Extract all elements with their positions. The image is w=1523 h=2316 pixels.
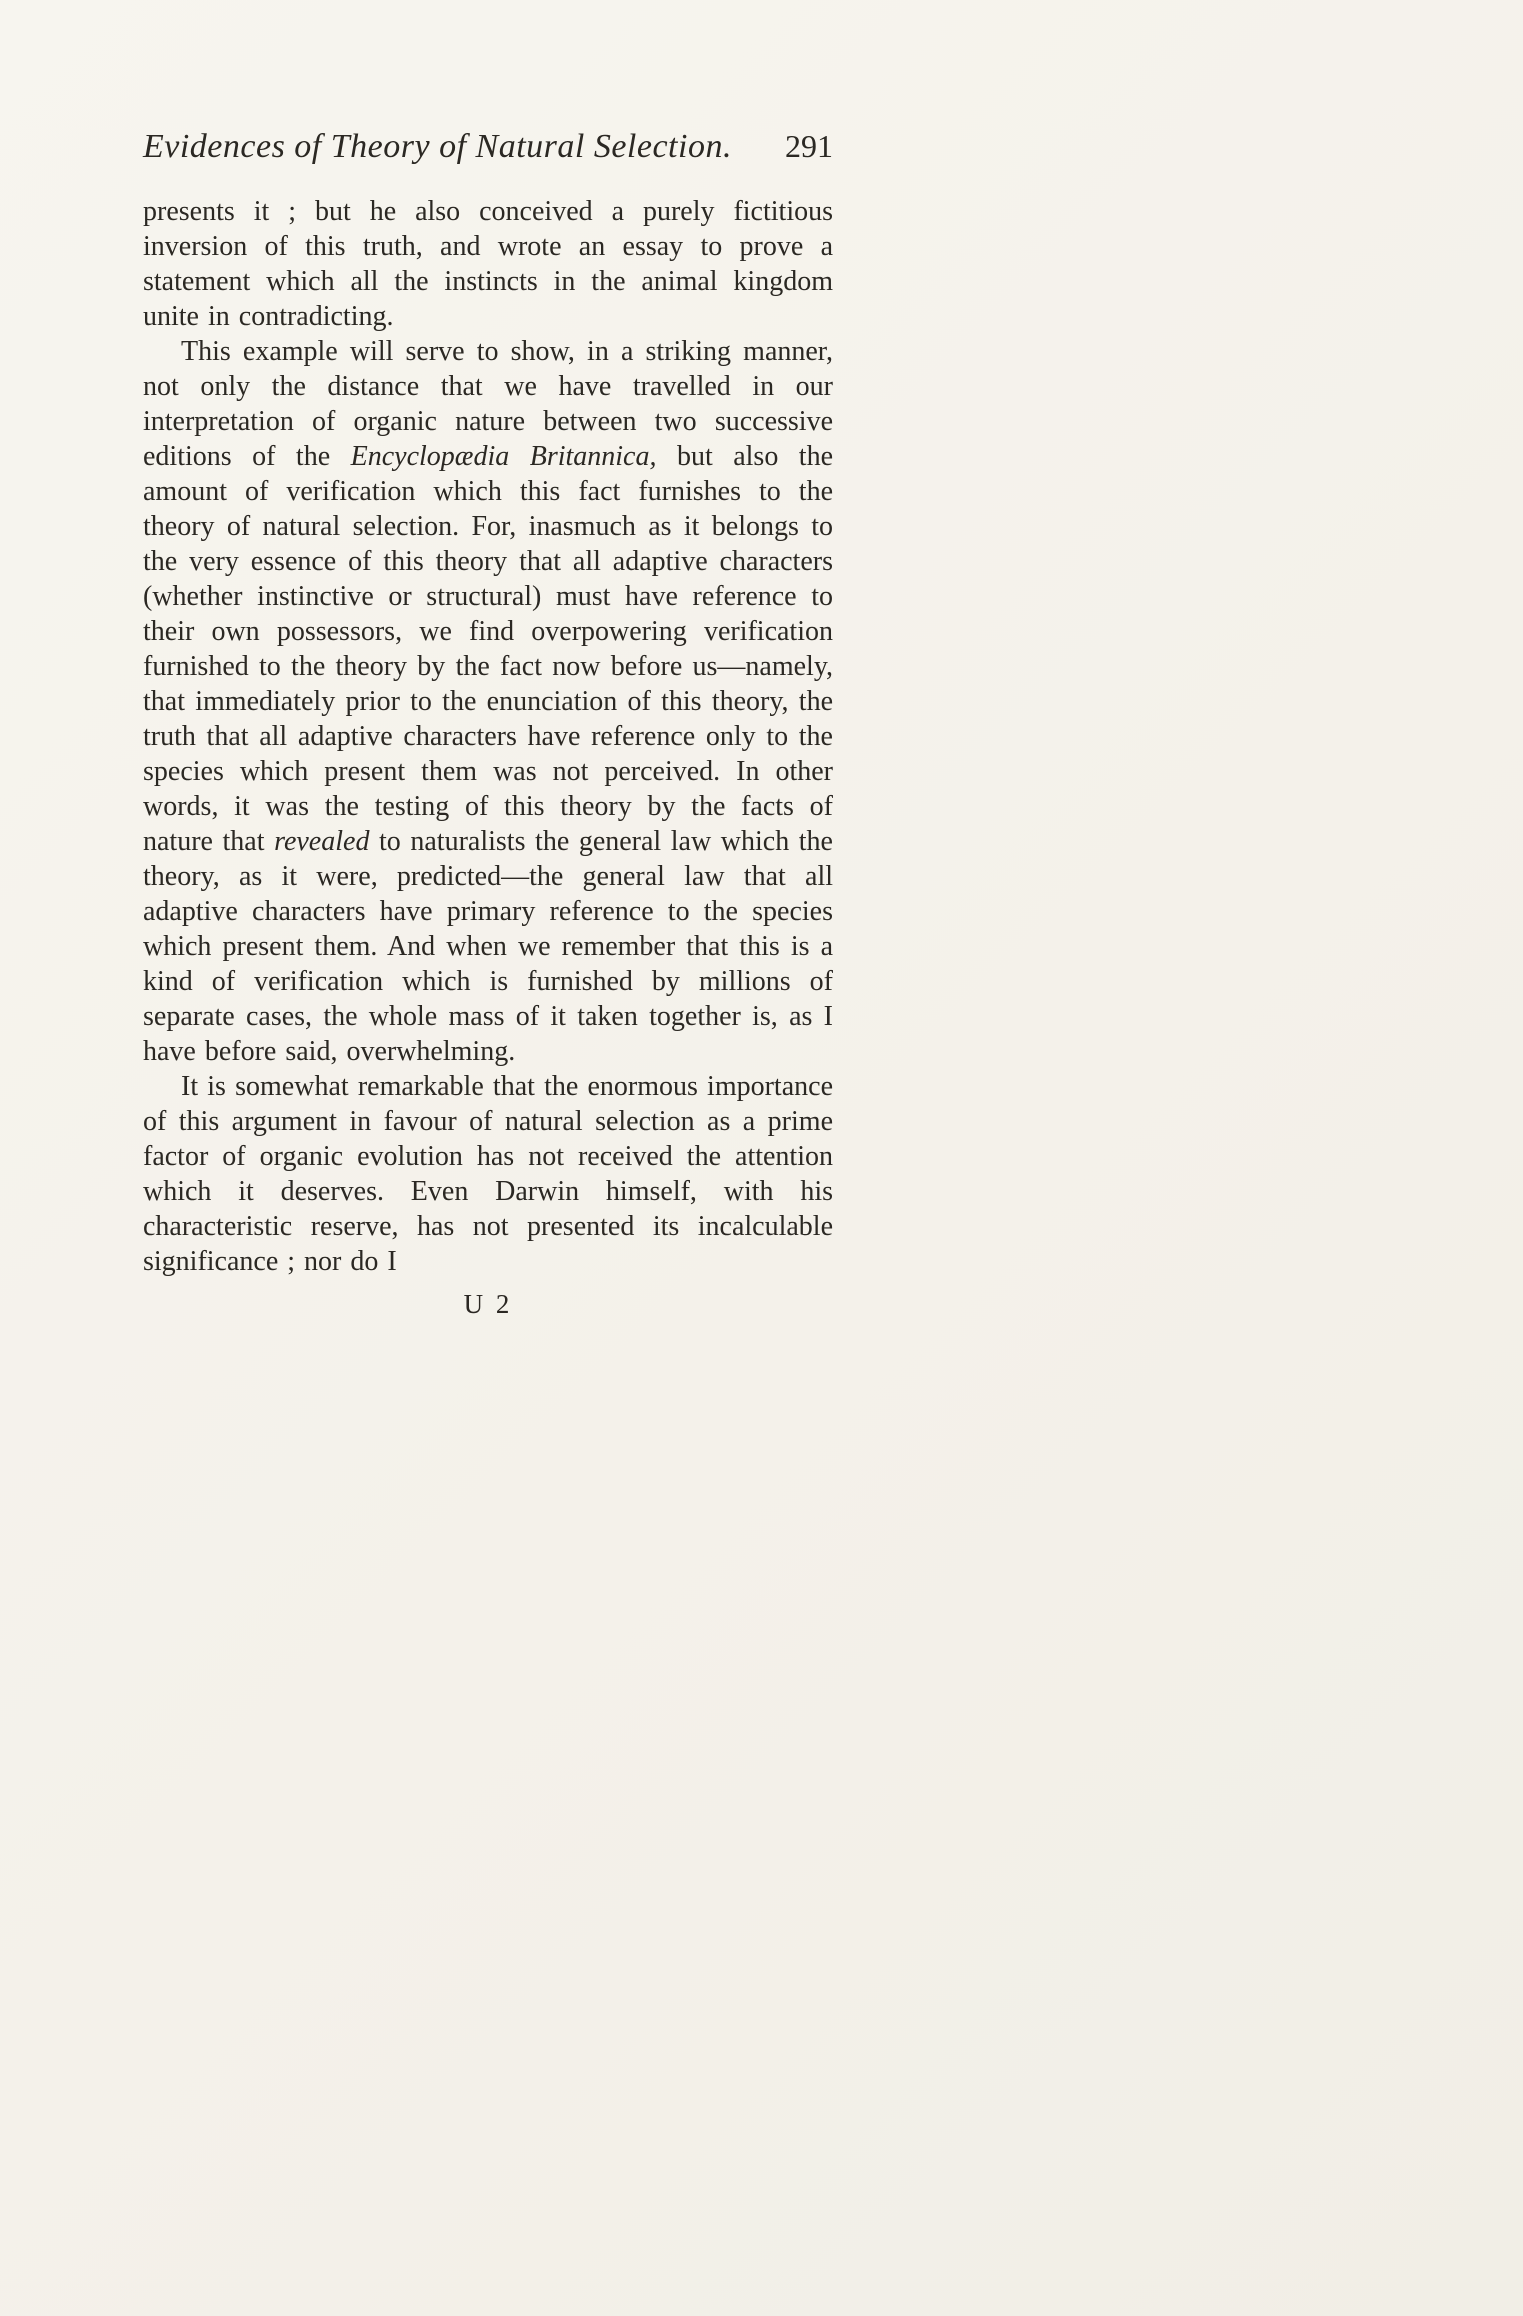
paragraph-continuation — [143, 194, 833, 334]
text-segment: to naturalists the general law which the theory, as it were, predicted—the general law that all adaptive characters have primary reference to the species which present them. And when we remember that this is a kind of verification which is furnished by millions of separate cases, the whole mass of it taken together is, as I have before said, overwhelming. — [143, 826, 833, 1067]
text-block — [143, 128, 833, 1320]
running-header-title: Evidences of Theory of Natural Selection. — [143, 128, 732, 165]
running-header — [143, 128, 833, 166]
italic-term-encyclopaedia: Encyclopædia Britannica, — [350, 441, 657, 472]
body-text — [143, 194, 833, 1279]
text-segment: presents it ; but he also conceived a purely fictitious inversion of this truth, and wrote an essay to prove a statement which all the instincts in the animal kingdom unite in contradicting. — [143, 196, 833, 332]
text-segment: It is somewhat remarkable that the enormous importance of this argument in favour of natural selection as a prime factor of organic evolution has not received the attention which it deserves. Even Darwin himself, with his characteristic reserve, has not presented its incalculable significance ; nor do I — [143, 1071, 833, 1277]
signature-mark: U 2 — [463, 1289, 513, 1319]
italic-term-revealed: revealed — [274, 826, 370, 857]
text-segment: but also the amount of verification which this fact furnishes to the theory of natural selection. For, inasmuch as it belongs to the very essence of this theory that all adaptive characters (whether instinctive or structural) must have reference to their own possessors, we find overpowering verification furnished to the theory by the fact now before us—namely, that immediately prior to the enunciation of this theory, the truth that all adaptive characters have reference only to the species which present them was not perceived. In other words, it was the testing of this theory by the facts of nature that — [143, 441, 834, 857]
page-number: 291 — [785, 128, 833, 164]
paragraph-remarkable — [143, 1069, 833, 1279]
text-segment: This example will serve to show, in a striking manner, not only the distance that we have travelled in our interpretation of organic nature between two successive editions of the — [143, 336, 833, 472]
paragraph-example — [143, 334, 833, 1069]
